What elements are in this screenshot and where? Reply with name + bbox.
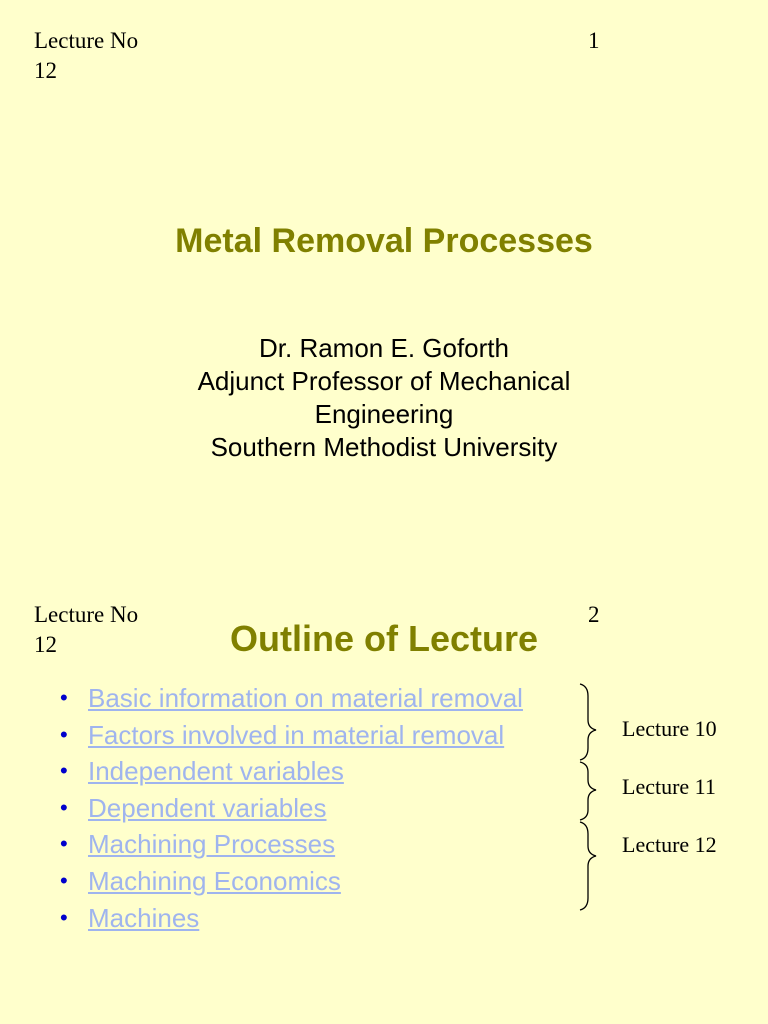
brace-group-icon: [576, 682, 606, 912]
list-item: [60, 790, 523, 827]
list-item: [60, 717, 523, 754]
outline-list: [60, 680, 523, 936]
page-number: 2: [588, 602, 600, 627]
slide-title: Outline of Lecture: [229, 618, 539, 659]
slide-2: [0, 590, 768, 1024]
outline-link[interactable]: Machines: [88, 902, 200, 933]
brace-lecture-11-icon: [580, 762, 596, 820]
outline-link[interactable]: Independent variables: [88, 756, 344, 787]
slide-title: Metal Removal Processes: [175, 222, 593, 260]
bullet-icon: •: [60, 721, 68, 747]
list-item: [60, 680, 523, 717]
brace-lecture-12-icon: [580, 822, 596, 910]
author-name: Dr. Ramon E. Goforth: [259, 333, 509, 363]
author-affiliation: Southern Methodist University: [210, 432, 558, 462]
outline-link[interactable]: Basic information on material removal: [88, 683, 523, 713]
page-number: 1: [588, 28, 600, 53]
outline-link[interactable]: Dependent variables: [88, 792, 327, 823]
outline-link[interactable]: Factors involved in material removal: [88, 719, 505, 750]
author-title-line-1: Adjunct Professor of Mechanical: [197, 366, 571, 396]
lecture-number: Lecture No 12: [34, 28, 139, 83]
author-block: [0, 332, 768, 464]
lecture-number: Lecture No 12: [34, 602, 139, 657]
bullet-icon: •: [60, 685, 68, 710]
list-item: [60, 900, 523, 937]
lecture-10-label: Lecture 10: [622, 716, 717, 741]
list-item: [60, 753, 523, 790]
brace-lecture-10-icon: [580, 684, 596, 760]
bullet-icon: •: [60, 831, 68, 857]
outline-link[interactable]: Machining Economics: [88, 865, 341, 896]
bullet-icon: •: [60, 904, 68, 930]
list-item: [60, 863, 523, 900]
list-item: [60, 826, 523, 863]
bullet-icon: •: [60, 867, 68, 893]
bullet-icon: •: [60, 794, 68, 820]
bullet-icon: •: [60, 758, 68, 784]
lecture-11-label: Lecture 11: [622, 774, 716, 799]
outline-link[interactable]: Machining Processes: [88, 829, 336, 860]
lecture-12-label: Lecture 12: [622, 832, 717, 857]
author-title-line-2: Engineering: [314, 399, 454, 429]
